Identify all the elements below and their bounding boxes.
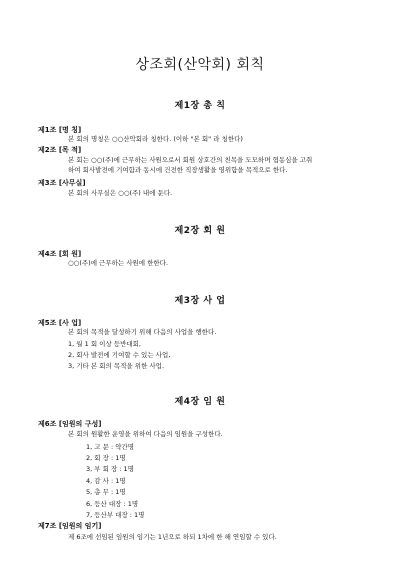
article-4-heading: 제4조 [회 원] [38,250,82,258]
chapter-3-heading: 제3장 사 업 [174,296,226,306]
chapter-4-heading: 제4장 임 원 [174,397,226,407]
article-2-text-line-2: 하여 회사발전에 기여함과 동시에 건전한 직장생활을 영위함을 목적으로 한다. [68,166,288,174]
article-7-text: 제 6조에 선임된 임원의 임기는 1년으로 하되 1차에 한 해 연임할 수 있다. [68,533,277,541]
article-1-text: 본 회의 명칭은 ○○산악회라 칭한다. (이하 "본 회" 라 칭한다) [68,135,243,143]
chapter-2-heading: 제2장 회 원 [174,226,226,236]
article-5-list-item: 2, 회사 발전에 기여할 수 있는 사업, [68,351,171,359]
article-7-heading: 제7조 [임원의 임기] [38,522,102,530]
article-5-heading: 제5조 [사 업] [38,319,82,327]
officer-list-item: 3, 부 회 장 : 1명 [86,465,134,473]
chapter-1-heading: 제1장 총 칙 [174,101,226,111]
officer-list-item: 4, 감 사 : 1명 [86,477,126,485]
officer-list-item: 7, 등산부 대장 : 1명 [86,511,145,519]
article-2-text-line-1: 본 회는 ○○(주)에 근무하는 사원으로서 회원 상호간의 친목을 도모하며 협동심을 고취 [68,156,313,164]
article-5-list-item: 1, 월 1 회 이상 등반대회, [68,340,141,348]
article-5-list-item: 3, 기타 본 회의 목적을 위한 사업. [68,362,165,370]
article-6-heading: 제6조 [임원의 구성] [38,420,102,428]
article-1-heading: 제1조 [명 칭] [38,126,82,134]
article-3-heading: 제3조 [사무실] [38,179,86,187]
officer-list-item: 6, 등산 대장 : 1명 [86,500,139,508]
article-6-text: 본 회의 원활한 운영을 위하여 다음의 임원을 구성한다. [68,430,223,438]
document-title: 상조회(산악회) 회칙 [135,57,265,73]
article-2-heading: 제2조 [목 적] [38,146,82,154]
article-3-text: 본 회의 사무실은 ○○(주) 내에 둔다. [68,189,173,197]
officer-list-item: 1, 고 문 : 약간명 [86,443,135,451]
officer-list-item: 5, 총 무 : 1명 [86,488,126,496]
article-4-text: ○○(주)에 근무하는 사원에 한한다. [68,259,169,267]
article-5-text: 본 회의 목적을 달성하기 위해 다음의 사업을 행한다. [68,328,217,336]
officer-list-item: 2, 회 장 : 1명 [86,454,126,462]
